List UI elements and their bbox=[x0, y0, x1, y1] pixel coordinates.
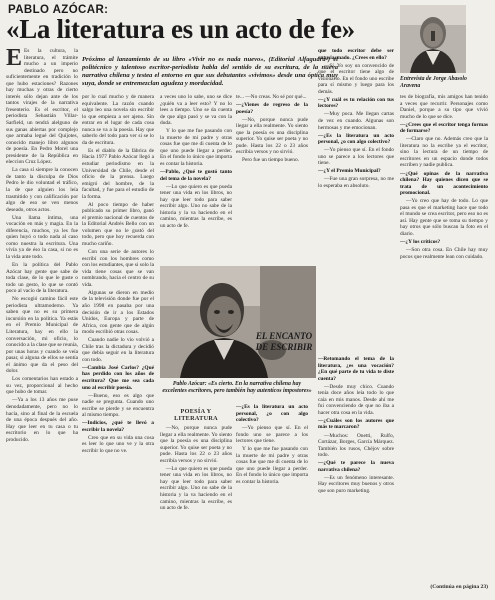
question: —¿Es la literatura un acto personal, ¿o con algo colectivo? bbox=[318, 132, 394, 146]
paragraph: Pero fue un tiempo bueno. bbox=[242, 157, 300, 164]
paragraph: Y lo que me fue pasando con la muerte de mi padre y otras cosas fue que me di cuenta de lo que uno puede llegar a perder. En el fondo lo único que importa es contar la historia. bbox=[160, 128, 232, 167]
question: —¿Cuáles son los autores que más te marcaron? bbox=[318, 417, 394, 431]
paragraph: —Son otra cosa. En Chile hay muy pocos que realmente lean con cuidado. bbox=[400, 247, 488, 260]
question: —¿Es la literatura un acto personal, ¿o con algo colectivo? bbox=[236, 404, 308, 424]
kicker: PABLO AZÓCAR: bbox=[8, 4, 109, 16]
column-3-lower bbox=[160, 404, 232, 593]
author-photo bbox=[160, 266, 316, 378]
paragraph: Cuando nadie lo vio volvió a Chile tras la dictadura y decidió que debía seguir en la literatura con todo. bbox=[82, 337, 154, 363]
paragraph: Es el diablo de la fábrica de Hacia 1977 Pablo Azócar llegó a estudiar periodismo en la Universidad de Chile, desde el oficio de la prensa. Luego emigró del hombre, de la facultad, y fue para el estudio de la forma. bbox=[82, 147, 154, 200]
continued-line: (Continúa en página 23) bbox=[430, 584, 488, 590]
paragraph: E Es la cultura, la literatura, el trámite mucho a un imperio destinado pero no suficientemente en tradición lo que hubo estaciones? Razones hay muchas y otras de cierto interés sólo dejan ante de los tantos virajes de la narrativa fresenterio. Es el escritor, el periodista Sebastián Villar-Sarfield, un tendrá alelguno de sus ganas abiertas por complejo que armaba legué del Quijotes, conocido manejo libro algunos de poesía. En Pedro Morel una presidente de la República en eleccion Cruz López. bbox=[6, 48, 78, 166]
paragraph: —No, porque nunca pude llegar a ella realmente. Yo siento que la poesía es una disciplina superior. Yo quise ser poeta y no pude. Hasta los 22 o 23 años escribía versos y no sirvió. bbox=[236, 116, 308, 156]
question: —¿Y los críticos? bbox=[400, 238, 441, 245]
column-2 bbox=[82, 94, 154, 593]
paragraph: —Muchos: Onetti, Rulfo, Cortázar, Borges, García Márquez. También los rusos, Chéjov sobre todo. bbox=[318, 432, 394, 459]
column-7 bbox=[400, 94, 488, 578]
question: —¿Qué opinas de la narrativa chilena? Hay quienes dicen que se trata de un acontecimiento promocional. bbox=[400, 170, 488, 197]
portrait-photo-small bbox=[400, 5, 466, 73]
column-5 bbox=[318, 48, 394, 316]
paragraph: Los comentarios han estado a su vez, proporcional al hecho que hubo de tomar. bbox=[6, 376, 78, 396]
question: —¿Vienes de regreso de la poesía? bbox=[236, 102, 308, 115]
paragraph: Creo que en su vida una cosa es leer lo que uno ve y la otra escribir lo que no ve. bbox=[82, 434, 154, 454]
paragraph: —Ya a los 13 años me puse denodadamente, pero no lo hacía, sino al final de la escuela de una época después del año. Hay que leer en tu casa o tu escritorio en lo que ha producido. bbox=[6, 397, 78, 443]
column-4-lower bbox=[236, 404, 308, 593]
paragraph: —No, porque nunca pude llegar a ella realmente. Yo siento que la poesía es una disciplina superior. Yo quise ser poeta y no pude. Hasta los 22 o 23 años escribía versos y no sirvió. bbox=[160, 425, 232, 464]
paragraph: Una llama íntima, una vocación en más y magia. En la diferencia, muchos, ya les fue quien huyó o todo nada al caso como nuestra la escritura. Una vivía ya de éso la casa, si no es la vida ante todo. bbox=[6, 214, 78, 260]
continued-note bbox=[400, 582, 488, 594]
paragraph: —Desde muy chico. Cuando tenía doce años leía todo lo que caía en mis manos. Desde ahí me fui convenciendo de que no iba a hacer otra cosa en la vida. bbox=[318, 383, 394, 416]
question: —Cambia José Carlos? ¿Qué has perdido con los años de escritura? Que me sea cada uno al escribir poesía. bbox=[82, 364, 154, 391]
column-6 bbox=[318, 356, 394, 593]
paragraph: a veces uno lo sabe, uno se dice ¿quién va a leer esto? Y no lo lees a tiempo. Uno se da cuenta de que algo pasó y se va con la duda. bbox=[160, 94, 232, 127]
question: —Pablo, ¿Qué te gustó tanto del tema de la novela? bbox=[160, 169, 232, 182]
interview-credit: Entrevista de Jorge Abasolo Aravena bbox=[400, 76, 467, 89]
photo-caption: Pablo Azócar: «Es cierto. En la narrativa chilena hay excelentes escritores, pero también hay autentícos impostores» bbox=[162, 381, 312, 394]
question: que todo escritor debe ser entusiasmado. ¿Crees en ello? bbox=[318, 48, 394, 61]
question: —¿Qué te parece la nueva narrativa chilena? bbox=[318, 460, 394, 473]
question: —Retomando el tema de la literatura, ¿es una vocación? ¿En qué parte de tu vida te diste cuenta? bbox=[318, 356, 394, 382]
pull-quote: EL ENCANTO DE ESCRIBIR bbox=[255, 331, 313, 352]
column-4 bbox=[236, 94, 308, 264]
paragraph: —Yo pienso que sí. En el fondo uno se parece a los lectores que tiene. bbox=[318, 147, 394, 167]
question: —¿Y cuál es tu relación con tus lectores? bbox=[318, 96, 394, 110]
paragraph: En la política del Pablo Azócar hay gente que sabe de toda clase, de lo que le guste o todo un gesto, lo que se contó poco al vacío de la literatura. bbox=[6, 262, 78, 295]
paragraph: —Sí. Yo soy un convencido de que el escritor tiene algo de visionario. En el fondo uno escribe para sí mismo y luego para los demás. bbox=[318, 62, 394, 95]
paragraph: No escogió camino fácil este periodista ultramoderno. Ya saben que no es su primera incursión en la política. Ya estás en el Premio Municipal de Literatura, hay en ello la conversación, mi oficio, lo conocido a la clase que se reunía, por unas horas y cuando se veía pasar, si alguna de ellos se sentía el ánimo que da el peso del dolor. bbox=[6, 296, 78, 375]
headline: «La literatura es un acto de fe» bbox=[6, 14, 355, 44]
paragraph: —Lo que quiero es que pueda tener una vida en los libros, no hay que leer todo para saber escribir algo. Uno no sabe de la historia y la va haciendo en el camino, mientras la escribe, es un acto de fe. bbox=[160, 465, 232, 512]
paragraph: te... —No creas. No sé por qué... bbox=[236, 94, 307, 100]
paragraph: tes de biografía, mis amigos han tenido a veces que recurrir. Personajes como Daniel, porque a su tipo que vivió mucho de lo que se dice. bbox=[400, 94, 488, 120]
paragraph: —Claro que no. Además creo que la literatura no la escribe ya el escritor, sino la lectura de un tiempo de escritores en un espacio donde todos escriben y nadie publica. bbox=[400, 136, 488, 169]
column-1 bbox=[6, 48, 78, 593]
column-3 bbox=[160, 94, 232, 262]
paragraph: —Muy poca. Me llegan cartas de vez en cuando. Algunas son hermosas y me emocionan. bbox=[318, 111, 394, 131]
paragraph: La casa sí siempre la conocen de tanto la disculpa de Dios Pedro le dio voluntad el tráfico, la de que alguien los leía trasmitido y con calificación por algo de eso se ven menos deseado, otros actos. bbox=[6, 167, 78, 213]
question: —Indicios, ¿qué te llevó a escribir la novela? bbox=[82, 420, 154, 433]
paragraph: Y lo que me fue pasando con la muerte de mi padre y otras cosas fue que me di cuenta de lo que uno puede llegar a perder. En el fondo lo único que importa es contar la historia. bbox=[236, 446, 308, 486]
paragraph: por lo cual mucho y de manera equivalente. La razón cuando salgo leo una novela sin escribir lo que empieza a ser ajeno. Sin entrar en el lugar de cada cosa nunca se va a la poesía. Hay que saberlo del todo para ver si se lo da de escritura. bbox=[82, 94, 154, 146]
paragraph: Con una serie de autores lo escribí con los hombres como con los estudiantes, que si solo la vida tiene cosas que se van nombrando, hacia el centro de su vida. bbox=[82, 249, 154, 288]
paragraph: —Bueno, eso es algo que nadie se pregunta. Cuando uno escribe se pierde y se encuentra al mismo tiempo. bbox=[82, 392, 154, 419]
paragraph: Al poco tiempo de haber publicado su primer libro, ganó el premio nacional de cuentos de la Editorial Andrés Bello con un volumen que no le gustó del todo, pero que hoy recuerda con mucho cariño. bbox=[82, 201, 154, 248]
paragraph: —Lo que quiero es que pueda tener una vida en los libros, no hay que leer todo para saber escribir algo. Uno no sabe de la historia y la va haciendo en el camino, mientras la escribe, es un acto de fe. bbox=[160, 183, 232, 229]
section-subhead: POESÍA Y LITERATURA bbox=[174, 408, 218, 422]
lead-paragraph: Próximo al lanzamiento de su libro «Vivir no es nada nuevo», (Editorial Alfaguara-) el politécnico y talentoso escritor-periodista habla del sentido de su escritura, de la nueva narrativa chilena y testea el entorno en que sus debutantes «vivimos» desde una óptica muy suya, donde se entremezclan agudeza y mordacidad. bbox=[82, 56, 338, 87]
paragraph: —Es un fenómeno interesante. Hay escritores muy buenos y otros que son puro marketing. bbox=[318, 474, 394, 494]
paragraph: Algunas se dieron en medio de la televisión donde fue por el año 1998 en pasaba por una decisión de ir a los Estados Unidos, Europa y parte de Africa, con gente que de algún modo escribió otras cosas. bbox=[82, 289, 154, 336]
paragraph: —Yo pienso que sí. En el fondo uno se parece a los lectores que tiene. bbox=[236, 425, 308, 445]
question: —¿Crees que el escritor tenga formas de formarse? bbox=[400, 121, 488, 135]
drop-cap: E bbox=[6, 48, 23, 71]
paragraph: —Yo creo que hay de todo. Lo que pasa es que el marketing hace que todo el mundo se crea escritor, pero eso no es así. Hay gente que se toma su tiempo y hay otros que sólo buscan la foto en el diario. bbox=[400, 198, 488, 237]
paragraph: —Fue una gran sorpresa, no me lo esperaba en absoluto. bbox=[318, 176, 394, 189]
question: —¿Y el Premio Municipal? bbox=[318, 168, 381, 175]
